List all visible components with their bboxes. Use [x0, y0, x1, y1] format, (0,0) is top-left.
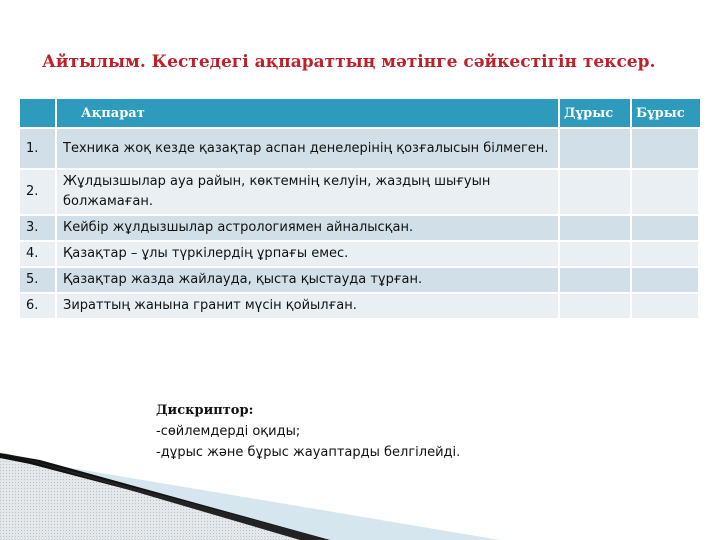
row-num: 3.	[20, 216, 57, 242]
false-cell[interactable]	[632, 268, 700, 294]
header-true: Дұрыс	[560, 99, 632, 129]
row-num: 4.	[20, 242, 57, 268]
false-cell[interactable]	[632, 216, 700, 242]
row-text: Зираттың жанына гранит мүсін қойылған.	[57, 294, 560, 320]
true-cell[interactable]	[560, 216, 632, 242]
row-text: Кейбір жұлдызшылар астрологиямен айналысқан.	[57, 216, 560, 242]
slide-title: Айтылым. Кестедегі ақпараттың мәтінге сәйкестігін тексер.	[42, 52, 656, 72]
row-text: Жұлдызшылар ауа райын, көктемнің келуін, жаздың шығуын болжамаған.	[57, 170, 560, 216]
table-row	[20, 242, 700, 268]
row-num: 6.	[20, 294, 57, 320]
true-cell[interactable]	[560, 294, 632, 320]
table-row	[20, 129, 700, 170]
row-num: 1.	[20, 129, 57, 170]
descriptor-line: -сөйлемдерді оқиды;	[156, 424, 301, 439]
row-text: Қазақтар – ұлы түркілердің ұрпағы емес.	[57, 242, 560, 268]
row-num: 5.	[20, 268, 57, 294]
info-table	[20, 99, 700, 320]
true-cell[interactable]	[560, 129, 632, 170]
header-info: Ақпарат	[57, 99, 560, 129]
false-cell[interactable]	[632, 170, 700, 216]
row-text: Қазақтар жазда жайлауда, қыста қыстауда тұрған.	[57, 268, 560, 294]
table-header	[20, 99, 700, 129]
table-row	[20, 216, 700, 242]
row-text: Техника жоқ кезде қазақтар аспан денелерінің қозғалысын білмеген.	[57, 129, 560, 170]
false-cell[interactable]	[632, 129, 700, 170]
false-cell[interactable]	[632, 294, 700, 320]
decorative-corner-shape	[0, 440, 720, 540]
true-cell[interactable]	[560, 268, 632, 294]
descriptor-title: Дискриптор:	[156, 403, 254, 418]
header-false: Бұрыс	[632, 99, 700, 129]
descriptor-line: -дұрыс және бұрыс жауаптарды белгілейді.	[156, 445, 461, 460]
table-row	[20, 170, 700, 216]
true-cell[interactable]	[560, 170, 632, 216]
table-row	[20, 294, 700, 320]
table-row	[20, 268, 700, 294]
false-cell[interactable]	[632, 242, 700, 268]
true-cell[interactable]	[560, 242, 632, 268]
row-num: 2.	[20, 170, 57, 216]
header-num	[20, 99, 57, 129]
